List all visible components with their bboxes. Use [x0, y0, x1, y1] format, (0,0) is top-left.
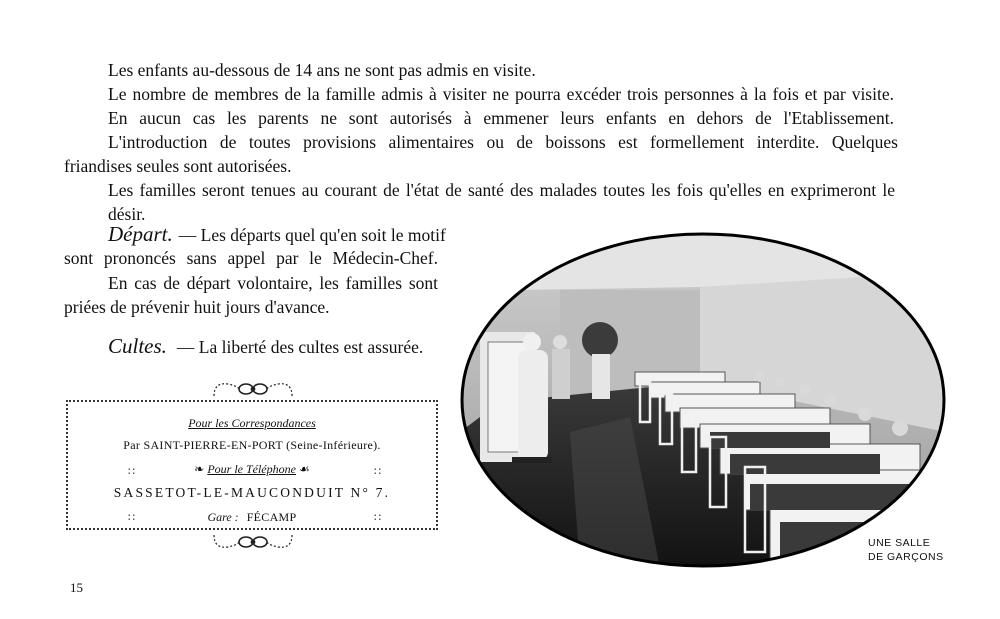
- telephone-number: SASSETOT-LE-MAUCONDUIT N° 7.: [113, 485, 391, 500]
- dots-right-2: ∷: [374, 512, 383, 524]
- correspondence-label-row: [68, 416, 436, 431]
- correspondence-label: Pour les Correspondances: [188, 416, 316, 430]
- page-number: 15: [70, 580, 83, 595]
- ornament-top: [210, 378, 296, 400]
- depart-line-4: priées de prévenir huit jours d'avance.: [64, 297, 330, 317]
- cultes-text: — La liberté des cultes est assurée.: [176, 337, 424, 357]
- rule-line-5: friandises seules sont autorisées.: [64, 156, 292, 176]
- dots-left-2: ∷: [128, 512, 137, 524]
- depart-line-3: En cas de départ volontaire, les familles sont: [108, 273, 438, 293]
- telephone-label-row: ❧ Pour le Téléphone ☙: [194, 462, 310, 476]
- photo-caption: [868, 536, 944, 564]
- dots-right-1: ∷: [374, 466, 383, 478]
- caption-line-2: DE GARÇONS: [868, 551, 944, 563]
- rule-line-1: Les enfants au-dessous de 14 ans ne sont pas admis en visite.: [108, 60, 536, 80]
- cultes-line: [108, 334, 423, 359]
- depart-line-2: sont prononcés sans appel par le Médecin-Chef.: [64, 248, 438, 268]
- station-label: Gare :: [207, 510, 239, 524]
- postal-address: Par SAINT-PIERRE-EN-PORT (Seine-Inférieure).: [123, 438, 381, 452]
- depart-first-line: [108, 222, 446, 247]
- rule-line-3: En aucun cas les parents ne sont autorisés à emmener leurs enfants en dehors de l'Etablissement.: [108, 108, 894, 128]
- rule-line-6: Les familles seront tenues au courant de l'état de santé des malades toutes les fois qu'elles en exprimeront le désir.: [108, 180, 895, 224]
- ward-photograph: [460, 232, 946, 568]
- caption-line-1: UNE SALLE: [868, 537, 931, 549]
- ornament-bottom: [210, 531, 296, 553]
- telephone-label: Pour le Téléphone: [207, 462, 296, 476]
- depart-heading: Départ.: [108, 222, 173, 246]
- depart-line-1: — Les départs quel qu'en soit le motif: [178, 225, 446, 245]
- rule-line-2: Le nombre de membres de la famille admis à visiter ne pourra excéder trois personnes à la fois et par visite.: [108, 84, 894, 104]
- dots-left-1: ∷: [128, 466, 137, 478]
- rule-line-4: L'introduction de toutes provisions alimentaires ou de boissons est formellement interdite. Quelques: [108, 132, 898, 152]
- station-name: FÉCAMP: [246, 510, 297, 524]
- contact-box: [66, 400, 438, 530]
- cultes-heading: Cultes.: [108, 334, 167, 358]
